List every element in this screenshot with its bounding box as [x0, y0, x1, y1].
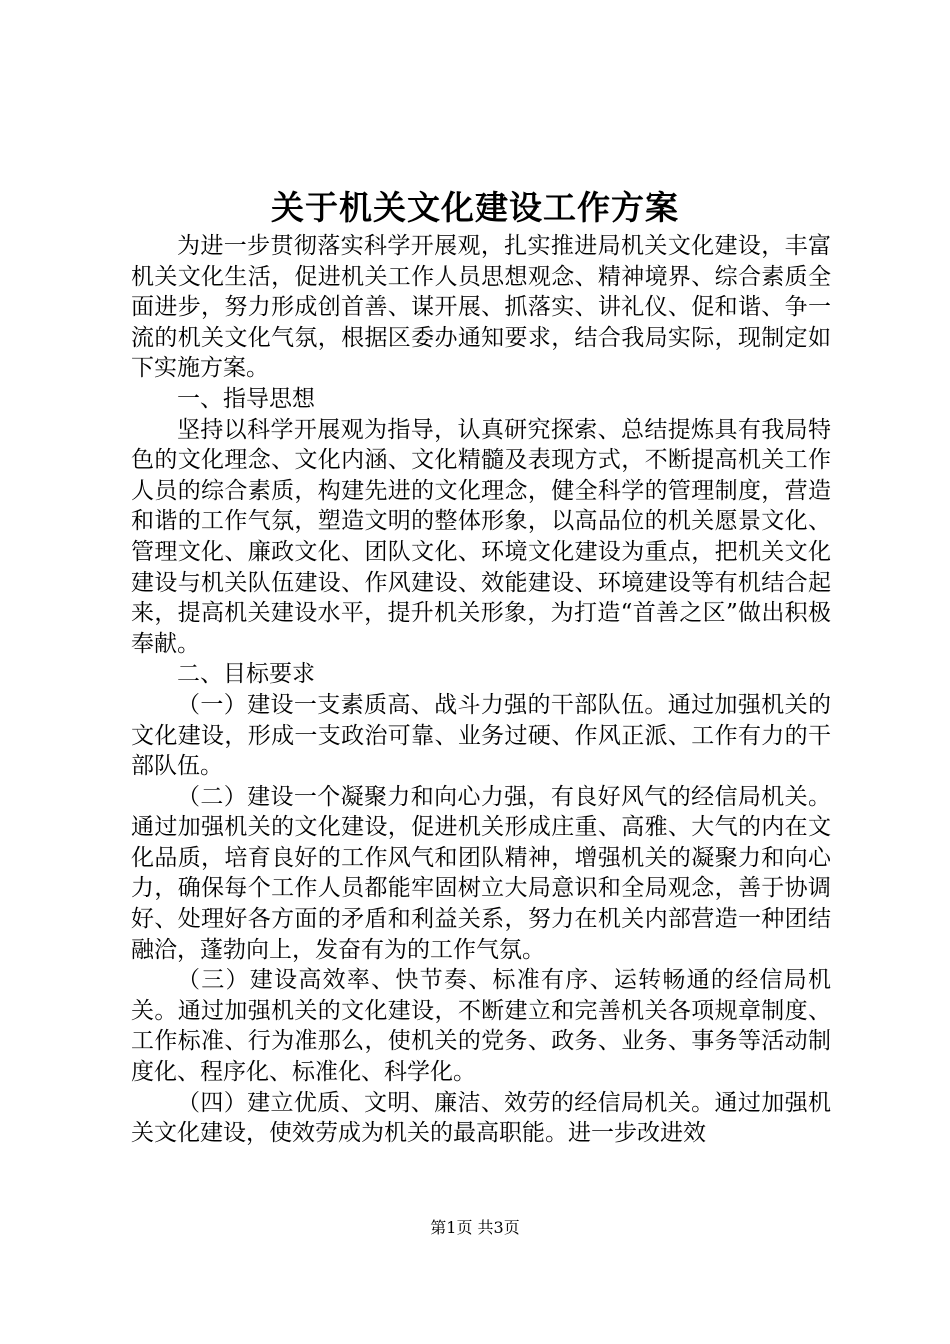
paragraph-goal-3: （三）建设高效率、快节奏、标准有序、运转畅通的经信局机关。通过加强机关的文化建设，不断建立和完善机关各项规章制度、工作标准、行为准那么，使机关的党务、政务、业务、事务等活动制度化、程序化、标准化、科学化。 [131, 967, 831, 1086]
paragraph-intro: 为进一步贯彻落实科学开展观，扎实推进局机关文化建设，丰富机关文化生活，促进机关工作人员思想观念、精神境界、综合素质全面进步，努力形成创首善、谋开展、抓落实、讲礼仪、促和谐、争一流的机关文化气氛，根据区委办通知要求，结合我局实际，现制定如下实施方案。 [131, 233, 831, 382]
document-title: 关于机关文化建设工作方案 [271, 188, 679, 227]
paragraph-goal-1: （一）建设一支素质高、战斗力强的干部队伍。通过加强机关的文化建设，形成一支政治可靠、业务过硬、作风正派、工作有力的干部队伍。 [131, 691, 831, 780]
section-heading-guiding-ideology: 一、指导思想 [177, 385, 315, 412]
paragraph-guiding-ideology: 坚持以科学开展观为指导，认真研究探索、总结提炼具有我局特色的文化理念、文化内涵、文化精髓及表现方式，不断提高机关工作人员的综合素质，构建先进的文化理念，健全科学的管理制度，营造和谐的工作气氛，塑造文明的整体形象，以高品位的机关愿景文化、管理文化、廉政文化、团队文化、环境文化建设为重点，把机关文化建设与机关队伍建设、作风建设、效能建设、环境建设等有机结合起来，提高机关建设水平，提升机关形象，为打造“首善之区”做出积极奉献。 [131, 416, 831, 657]
document-body [131, 231, 831, 1149]
paragraph-goal-4: （四）建立优质、文明、廉洁、效劳的经信局机关。通过加强机关文化建设，使效劳成为机关的最高职能。进一步改进效 [131, 1089, 831, 1147]
paragraph-goal-2: （二）建设一个凝聚力和向心力强，有良好风气的经信局机关。通过加强机关的文化建设，促进机关形成庄重、高雅、大气的内在文化品质，培育良好的工作风气和团队精神，增强机关的凝聚力和向心力，确保每个工作人员都能牢固树立大局意识和全局观念，善于协调好、处理好各方面的矛盾和利益关系，努力在机关内部营造一种团结融洽，蓬勃向上，发奋有为的工作气氛。 [131, 783, 831, 963]
section-heading-goals: 二、目标要求 [177, 661, 315, 688]
page-number-footer: 第1页 共3页 [430, 1218, 520, 1237]
